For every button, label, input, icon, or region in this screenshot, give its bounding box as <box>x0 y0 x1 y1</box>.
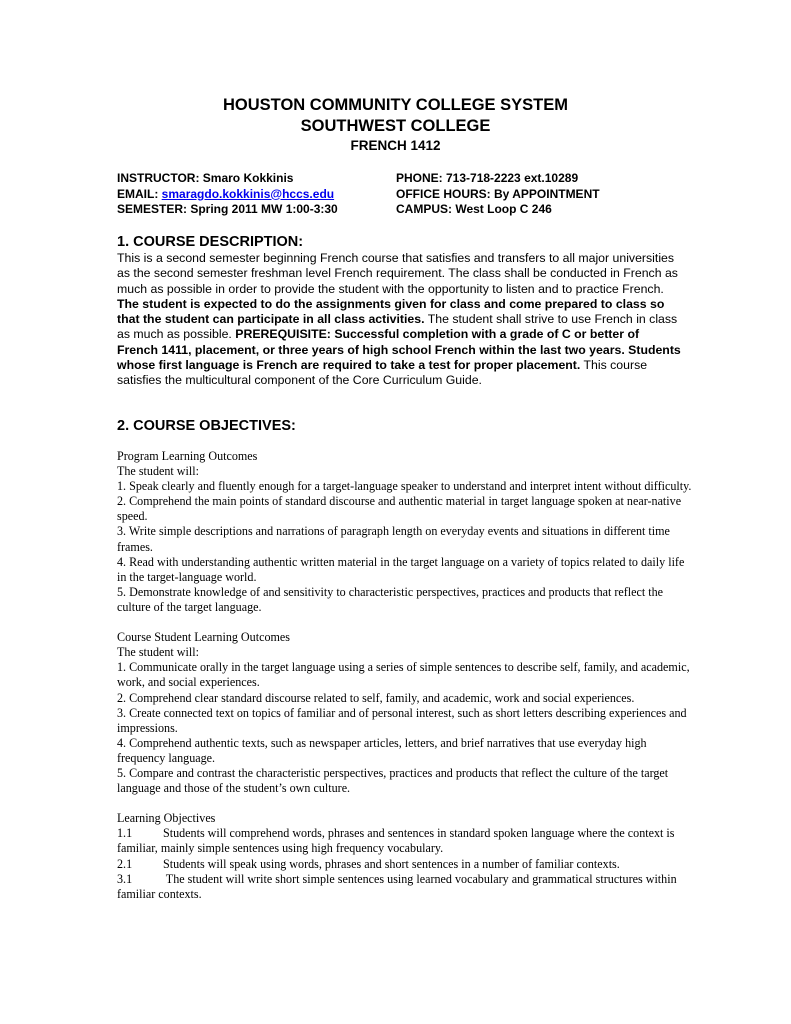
program-outcomes-title: Program Learning Outcomes <box>117 449 258 463</box>
spacer <box>117 796 692 811</box>
learning-objective-item <box>117 857 692 872</box>
course-info <box>117 171 677 218</box>
course-outcome-item: 5. Compare and contrast the characteristic perspectives, practices and products that reflect the culture of the target language and those of the student’s own culture. <box>117 765 669 796</box>
objective-text: The student will write short simple sentences using learned vocabulary and grammatical structures within familiar contexts. <box>117 871 677 901</box>
course-description-heading: 1. COURSE DESCRIPTION: <box>117 234 304 250</box>
campus: CAMPUS: West Loop C 246 <box>396 202 552 216</box>
program-outcome-item: 3. Write simple descriptions and narrations of paragraph length on everyday events and situations in different time frames. <box>117 524 670 554</box>
program-outcome-item: 4. Read with understanding authentic written material in the target language on a variety of topics related to daily life in the target-language world. <box>117 554 685 584</box>
course-outcome-item: 2. Comprehend clear standard discourse related to self, family, and academic, work and social experiences. <box>117 690 635 705</box>
course-description-text <box>117 251 682 389</box>
description-part-1: This is a second semester beginning French course that satisfies and transfers to all major universities as the second semester freshman level French requirement. The class shall be conducted in French as much as possible in order to provide the student with the opportunity to listen and to practice French. <box>117 251 678 296</box>
description-bold-2: PREREQUISITE: Successful completion with a grade of C or better of French 1411, placement, or three years of high school French within the last two years. Students whose first language is French are required to take a test for proper placement. <box>117 327 681 373</box>
institution-title: HOUSTON COMMUNITY COLLEGE SYSTEM <box>223 96 568 114</box>
course-outcome-item: 1. Communicate orally in the target language using a series of simple sentences to describe self, family, and academic, work, and social experiences. <box>117 660 690 690</box>
semester: SEMESTER: Spring 2011 MW 1:00-3:30 <box>117 202 338 216</box>
email-line <box>117 187 396 203</box>
course-outcome-item: 3. Create connected text on topics of familiar and of personal interest, such as short letters describing experiences and impressions. <box>117 705 687 735</box>
spacer <box>117 615 692 630</box>
program-outcomes-intro: The student will: <box>117 464 199 479</box>
course-objectives-heading: 2. COURSE OBJECTIVES: <box>117 418 296 434</box>
learning-objectives-title: Learning Objectives <box>117 811 216 826</box>
email-link[interactable]: smaragdo.kokkinis@hccs.edu <box>161 186 335 201</box>
office-hours: OFFICE HOURS: By APPOINTMENT <box>396 186 600 201</box>
course-outcomes-title: Course Student Learning Outcomes <box>117 630 290 645</box>
description-part-2: The student shall strive to use French in class as much as possible. <box>117 312 678 342</box>
program-outcome-item: 1. Speak clearly and fluently enough for a target-language speaker to understand and interpret intent without difficulty. <box>117 479 692 494</box>
description-bold-1: The student is expected to do the assignments given for class and come prepared to class so that the student can participate in all class activities. <box>117 296 665 327</box>
course-outcome-item: 4. Comprehend authentic texts, such as newspaper articles, letters, and brief narratives that use everyday high frequency language. <box>117 735 647 765</box>
course-title: FRENCH 1412 <box>350 138 441 153</box>
objectives-body <box>117 449 692 902</box>
objective-text: Students will speak using words, phrases and short sentences in a number of familiar contexts. <box>163 856 620 871</box>
objective-number: 2.1 <box>117 856 133 871</box>
course-outcomes-intro: The student will: <box>117 645 199 660</box>
objective-number: 1.1 <box>117 826 133 841</box>
objective-number: 3.1 <box>117 871 133 886</box>
objective-text: Students will comprehend words, phrases and sentences in standard spoken language where the context is familiar, mainly simple sentences using high frequency vocabulary. <box>117 826 675 856</box>
learning-objective-item <box>117 826 692 856</box>
program-outcome-item: 5. Demonstrate knowledge of and sensitivity to characteristic perspectives, practices and products that reflect the culture of the target language. <box>117 584 664 614</box>
description-part-3: This course satisfies the multicultural component of the Core Curriculum Guide. <box>117 358 648 388</box>
learning-objective-item <box>117 872 692 902</box>
college-title: SOUTHWEST COLLEGE <box>300 117 491 135</box>
program-outcome-item: 2. Comprehend the main points of standard discourse and authentic material in target language spoken at near-native speed. <box>117 494 682 524</box>
email-label: EMAIL: <box>117 186 162 201</box>
instructor: INSTRUCTOR: Smaro Kokkinis <box>117 171 294 185</box>
phone: PHONE: 713-718-2223 ext.10289 <box>396 171 579 185</box>
